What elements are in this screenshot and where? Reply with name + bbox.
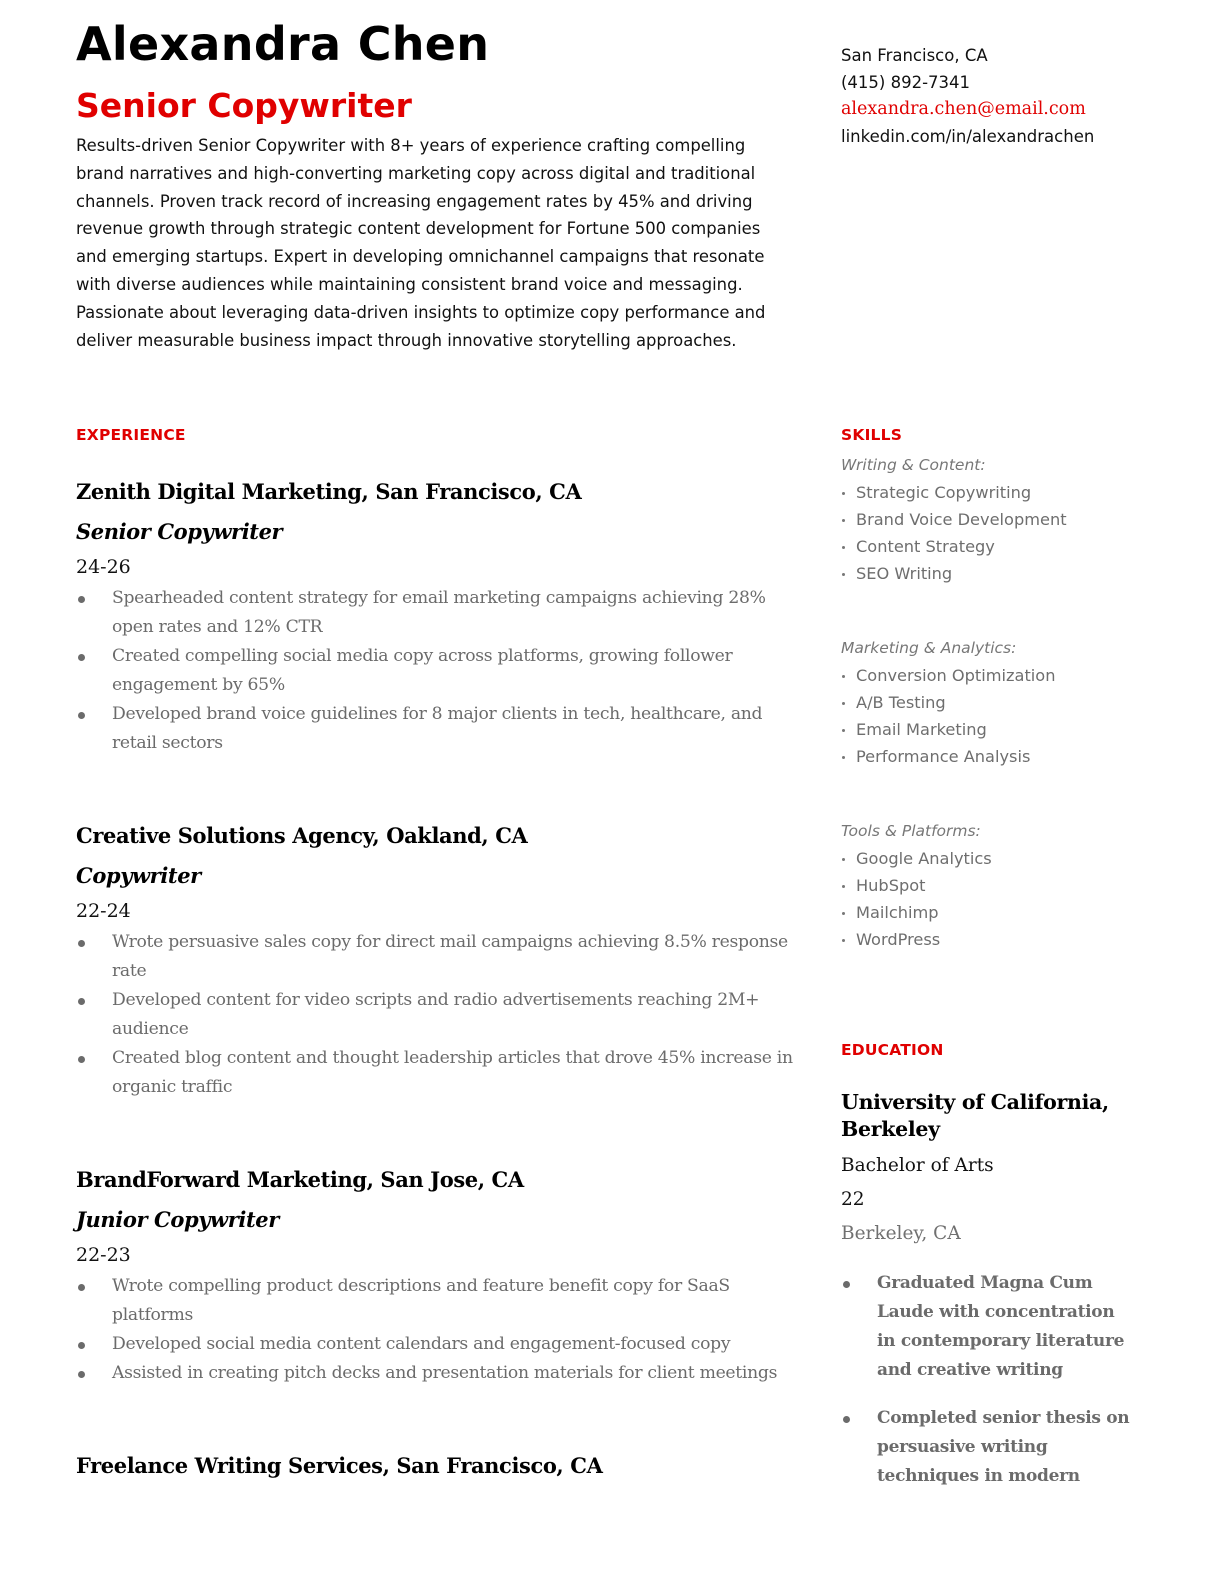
experience-section — [76, 426, 796, 1544]
bullet-icon — [78, 596, 85, 603]
skill-text: Content Strategy — [856, 537, 995, 556]
education-bullet-text: Graduated Magna Cum Laude with concentration in contemporary literature and creative writing — [877, 1273, 1125, 1380]
job-bullet-text: Spearheaded content strategy for email marketing campaigns achieving 28% open rates and 12% CTR — [112, 588, 766, 637]
job-bullet-text: Created compelling social media copy across platforms, growing follower engagement by 65% — [112, 646, 733, 695]
bullet-icon — [842, 546, 845, 549]
skill-item — [841, 560, 1171, 587]
skill-group — [841, 452, 1171, 587]
bullet-icon — [78, 1284, 85, 1291]
candidate-name: Alexandra Chen — [76, 17, 490, 71]
skill-item — [841, 899, 1171, 926]
bullet-icon — [842, 885, 845, 888]
job-bullets — [76, 928, 796, 1102]
job-dates: 22-24 — [76, 900, 131, 922]
bullet-icon — [78, 1342, 85, 1349]
skill-text: Conversion Optimization — [856, 666, 1056, 685]
education-heading: EDUCATION — [841, 1041, 944, 1059]
bullet-icon — [842, 519, 845, 522]
job-bullet-text: Developed content for video scripts and radio advertisements reaching 2M+ audience — [112, 990, 760, 1039]
bullet-icon — [842, 729, 845, 732]
skill-list — [841, 479, 1171, 587]
skill-text: HubSpot — [856, 876, 926, 895]
experience-heading: EXPERIENCE — [76, 426, 186, 444]
job-entry — [76, 1164, 796, 1388]
bullet-icon — [78, 940, 85, 947]
education-degree: Bachelor of Arts — [841, 1155, 994, 1176]
skill-text: Performance Analysis — [856, 747, 1031, 766]
job-dates: 24-26 — [76, 556, 131, 578]
job-role: Copywriter — [76, 863, 201, 888]
job-bullet — [76, 1272, 796, 1330]
skill-item — [841, 743, 1171, 770]
skill-item — [841, 845, 1171, 872]
job-bullet-text: Created blog content and thought leadership articles that drove 45% increase in organic traffic — [112, 1048, 793, 1097]
skill-text: Mailchimp — [856, 903, 939, 922]
job-bullet — [76, 1044, 796, 1102]
job-role: Senior Copywriter — [76, 519, 283, 544]
bullet-icon — [842, 675, 845, 678]
skill-text: Brand Voice Development — [856, 510, 1067, 529]
job-bullet — [76, 986, 796, 1044]
job-entry — [76, 1450, 796, 1482]
skill-text: A/B Testing — [856, 693, 946, 712]
job-bullet — [76, 584, 796, 642]
skill-item — [841, 716, 1171, 743]
education-bullets — [841, 1269, 1131, 1491]
job-bullet — [76, 1359, 796, 1388]
skill-list — [841, 845, 1171, 953]
bullet-icon — [78, 1371, 85, 1378]
skill-text: SEO Writing — [856, 564, 953, 583]
skill-item — [841, 872, 1171, 899]
education-year: 22 — [841, 1189, 865, 1210]
bullet-icon — [842, 573, 845, 576]
job-bullets — [76, 1272, 796, 1388]
skill-text: WordPress — [856, 930, 941, 949]
job-bullet — [76, 928, 796, 986]
bullet-icon — [842, 492, 845, 495]
bullet-icon — [842, 756, 845, 759]
job-bullet-text: Assisted in creating pitch decks and presentation materials for client meetings — [112, 1363, 778, 1383]
job-bullet-text: Wrote compelling product descriptions and feature benefit copy for SaaS platforms — [112, 1276, 730, 1325]
bullet-icon — [843, 1416, 850, 1423]
job-bullet — [76, 1330, 796, 1359]
bullet-icon — [842, 939, 845, 942]
job-bullet-text: Wrote persuasive sales copy for direct mail campaigns achieving 8.5% response rate — [112, 932, 788, 981]
bullet-icon — [78, 712, 85, 719]
job-bullet-text: Developed social media content calendars and engagement-focused copy — [112, 1334, 731, 1354]
skill-text: Strategic Copywriting — [856, 483, 1032, 502]
education-bullet — [841, 1269, 1131, 1385]
skills-heading: SKILLS — [841, 426, 903, 444]
job-dates: 22-23 — [76, 1244, 131, 1266]
education-school: University of California, Berkeley — [841, 1090, 1109, 1141]
education-bullet — [841, 1404, 1131, 1491]
job-entry — [76, 820, 796, 1102]
bullet-icon — [78, 654, 85, 661]
skill-item — [841, 533, 1171, 560]
contact-email-link[interactable]: alexandra.chen@email.com — [841, 99, 1086, 119]
skill-item — [841, 506, 1171, 533]
job-bullet — [76, 700, 796, 758]
job-company: Freelance Writing Services, San Francisco, CA — [76, 1453, 603, 1478]
job-company: BrandForward Marketing, San Jose, CA — [76, 1167, 524, 1192]
contact-phone: (415) 892-7341 — [841, 73, 971, 92]
skill-group-label: Marketing & Analytics: — [841, 639, 1017, 657]
job-entry — [76, 476, 796, 758]
skill-item — [841, 689, 1171, 716]
candidate-title: Senior Copywriter — [76, 86, 412, 125]
contact-block — [841, 42, 1181, 150]
skill-group-label: Tools & Platforms: — [841, 822, 981, 840]
skill-group — [841, 818, 1171, 953]
skill-list — [841, 662, 1171, 770]
bullet-icon — [78, 998, 85, 1005]
job-company: Zenith Digital Marketing, San Francisco, CA — [76, 479, 582, 504]
education-section — [841, 1041, 1131, 1510]
skill-item — [841, 662, 1171, 689]
contact-location: San Francisco, CA — [841, 46, 988, 65]
skill-group — [841, 635, 1171, 770]
job-bullet — [76, 642, 796, 700]
job-bullet-text: Developed brand voice guidelines for 8 major clients in tech, healthcare, and retail sectors — [112, 704, 763, 753]
skill-item — [841, 479, 1171, 506]
skill-text: Google Analytics — [856, 849, 992, 868]
skills-section — [841, 426, 1171, 1001]
skill-item — [841, 926, 1171, 953]
job-company: Creative Solutions Agency, Oakland, CA — [76, 823, 528, 848]
bullet-icon — [842, 912, 845, 915]
bullet-icon — [78, 1056, 85, 1063]
education-bullet-text: Completed senior thesis on persuasive writing techniques in modern — [877, 1408, 1130, 1486]
skill-group-label: Writing & Content: — [841, 456, 986, 474]
professional-summary: Results-driven Senior Copywriter with 8+ years of experience crafting compelling brand narratives and high-converting marketing copy across digital and traditional channels. Proven track record of increasing engagement rates by 45% and driving revenue growth through strategic content development for Fortune 500 companies and emerging startups. Expert in developing omnichannel campaigns that resonate with diverse audiences while maintaining consistent brand voice and messaging. Passionate about leveraging data-driven insights to optimize copy performance and deliver measurable business impact through innovative storytelling approaches. — [76, 136, 766, 350]
education-location: Berkeley, CA — [841, 1223, 961, 1244]
bullet-icon — [842, 858, 845, 861]
job-role: Junior Copywriter — [76, 1207, 279, 1232]
bullet-icon — [842, 702, 845, 705]
skill-text: Email Marketing — [856, 720, 987, 739]
bullet-icon — [843, 1281, 850, 1288]
job-bullets — [76, 584, 796, 758]
contact-linkedin-link[interactable]: linkedin.com/in/alexandrachen — [841, 127, 1095, 146]
